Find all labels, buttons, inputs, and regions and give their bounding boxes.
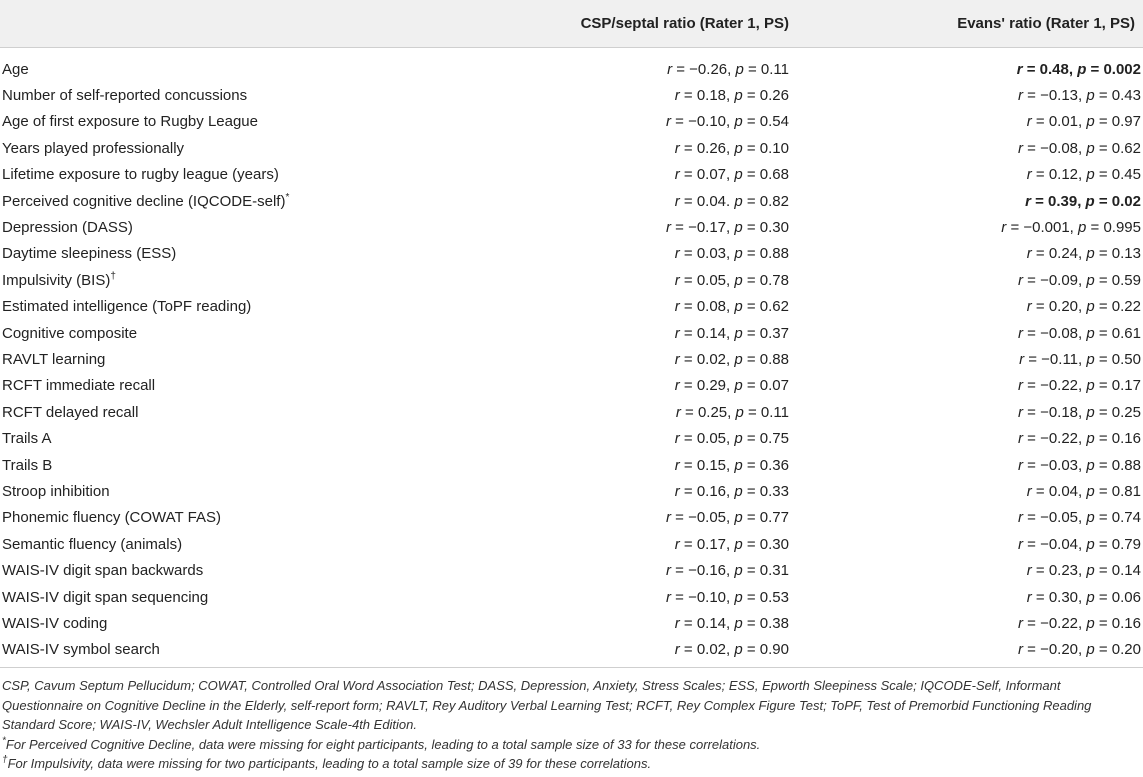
row-label: Depression (DASS) (2, 219, 133, 237)
evans-correlation-cell: r = −0.22, p = 0.16 (1017, 430, 1141, 448)
evans-correlation-cell: r = −0.22, p = 0.16 (1017, 614, 1141, 632)
evans-correlation-cell: r = 0.30, p = 0.06 (1026, 588, 1141, 606)
table-row (0, 188, 1143, 214)
footnote-text: For Perceived Cognitive Decline, data were missing for eight participants, leading to a total sample size of 33 for these correlations. (5, 736, 761, 752)
evans-correlation-cell: r = −0.11, p = 0.50 (1019, 350, 1141, 368)
table-header-row (0, 0, 1143, 47)
evans-correlation-cell: r = −0.22, p = 0.17 (1017, 377, 1141, 395)
csp-correlation-cell: r = −0.10, p = 0.53 (665, 588, 789, 606)
table-row (0, 346, 1143, 372)
csp-correlation-cell: r = 0.14, p = 0.38 (674, 614, 789, 632)
row-label: Impulsivity (BIS)† (2, 270, 116, 289)
table-row (0, 241, 1143, 267)
evans-correlation-cell: r = −0.13, p = 0.43 (1017, 87, 1141, 105)
table-row (0, 637, 1143, 663)
table-row (0, 478, 1143, 504)
csp-correlation-cell: r = −0.26, p = 0.11 (667, 60, 789, 78)
table-row (0, 82, 1143, 108)
csp-correlation-cell: r = 0.16, p = 0.33 (674, 482, 789, 500)
table-row (0, 610, 1143, 636)
row-label: WAIS-IV digit span sequencing (2, 588, 209, 606)
header-rule (0, 47, 1143, 48)
table-row (0, 505, 1143, 531)
table-notes (2, 676, 1137, 774)
evans-correlation-cell: r = 0.48, p = 0.002 (1016, 60, 1141, 78)
row-label: Phonemic fluency (COWAT FAS) (2, 509, 221, 527)
table-row (0, 584, 1143, 610)
row-label: Estimated intelligence (ToPF reading) (2, 298, 252, 316)
csp-correlation-cell: r = −0.16, p = 0.31 (665, 562, 789, 580)
csp-correlation-cell: r = 0.08, p = 0.62 (674, 298, 789, 316)
table-row (0, 399, 1143, 425)
csp-correlation-cell: r = 0.14, p = 0.37 (674, 324, 789, 342)
csp-correlation-cell: r = 0.15, p = 0.36 (674, 456, 789, 474)
evans-correlation-cell: r = 0.24, p = 0.13 (1026, 245, 1141, 263)
row-label: RCFT delayed recall (2, 403, 139, 421)
evans-correlation-cell: r = −0.09, p = 0.59 (1017, 271, 1141, 289)
evans-correlation-cell: r = −0.08, p = 0.62 (1017, 139, 1141, 157)
evans-correlation-cell: r = 0.39, p = 0.02 (1025, 192, 1141, 210)
footnote-mark: † (110, 270, 116, 282)
footnote-text: For Impulsivity, data were missing for two participants, leading to a total sample size of 39 for these correlations. (7, 756, 652, 771)
table-row (0, 557, 1143, 583)
row-label: WAIS-IV digit span backwards (2, 562, 204, 580)
csp-correlation-cell: r = −0.17, p = 0.30 (665, 219, 789, 237)
evans-correlation-cell: r = −0.18, p = 0.25 (1017, 403, 1141, 421)
evans-correlation-cell: r = 0.01, p = 0.97 (1026, 113, 1141, 131)
row-label: Semantic fluency (animals) (2, 535, 183, 553)
table-row (0, 135, 1143, 161)
table-row (0, 373, 1143, 399)
evans-correlation-cell: r = 0.20, p = 0.22 (1026, 298, 1141, 316)
abbreviations-note: CSP, Cavum Septum Pellucidum; COWAT, Controlled Oral Word Association Test; DASS, Depression, Anxiety, Stress Scales; ESS, Epworth Sleepiness Scale; IQCODE-Self, Informant Questionnaire on Cognitive Decline in the Elderly, self-report form; RAVLT, Rey Auditory Verbal Learning Test; RCFT, Rey Complex Figure Test; ToPF, Test of Premorbid Functioning Reading Standard Score; WAIS-IV, Wechsler Adult Intelligence Scale-4th Edition. (2, 678, 1092, 732)
table-row (0, 56, 1143, 82)
footnote-missing-iqcode (2, 735, 1137, 755)
csp-correlation-cell: r = 0.02, p = 0.90 (674, 641, 789, 659)
csp-correlation-cell: r = 0.25, p = 0.11 (675, 403, 789, 421)
table-body (0, 47, 1143, 663)
table-row (0, 214, 1143, 240)
evans-correlation-cell: r = −0.20, p = 0.20 (1017, 641, 1141, 659)
row-label: Cognitive composite (2, 324, 138, 342)
csp-correlation-cell: r = 0.18, p = 0.26 (674, 87, 789, 105)
table-bottom-rule (0, 667, 1143, 668)
csp-correlation-cell: r = 0.17, p = 0.30 (674, 535, 789, 553)
table-row (0, 531, 1143, 557)
table-row (0, 452, 1143, 478)
csp-correlation-cell: r = −0.10, p = 0.54 (665, 113, 789, 131)
row-label: Age (2, 60, 29, 78)
table-row (0, 294, 1143, 320)
evans-correlation-cell: r = 0.23, p = 0.14 (1026, 562, 1141, 580)
row-label: Lifetime exposure to rugby league (years) (2, 166, 279, 184)
row-label: Daytime sleepiness (ESS) (2, 245, 177, 263)
row-label: Age of first exposure to Rugby League (2, 113, 258, 131)
evans-correlation-cell: r = −0.001, p = 0.995 (1001, 219, 1141, 237)
csp-correlation-cell: r = 0.05, p = 0.75 (674, 430, 789, 448)
csp-correlation-cell: r = 0.04. p = 0.82 (674, 192, 789, 210)
row-label: Trails B (2, 456, 53, 474)
footnote-mark: * (2, 735, 6, 747)
csp-correlation-cell: r = 0.02, p = 0.88 (674, 350, 789, 368)
csp-correlation-cell: r = 0.07, p = 0.68 (674, 166, 789, 184)
row-label: WAIS-IV symbol search (2, 641, 160, 659)
row-label: Perceived cognitive decline (IQCODE-self)* (2, 191, 290, 210)
evans-correlation-cell: r = 0.04, p = 0.81 (1026, 482, 1141, 500)
evans-correlation-cell: r = −0.03, p = 0.88 (1017, 456, 1141, 474)
row-label: WAIS-IV coding (2, 614, 108, 632)
footnote-mark: * (285, 191, 290, 203)
row-label: Trails A (2, 430, 52, 448)
evans-correlation-cell: r = −0.05, p = 0.74 (1017, 509, 1141, 527)
table-row (0, 425, 1143, 451)
evans-correlation-cell: r = −0.04, p = 0.79 (1017, 535, 1141, 553)
row-label: RCFT immediate recall (2, 377, 156, 395)
table-row (0, 320, 1143, 346)
evans-correlation-cell: r = 0.12, p = 0.45 (1026, 166, 1141, 184)
row-label: Number of self-reported concussions (2, 87, 248, 105)
table-row (0, 267, 1143, 293)
csp-correlation-cell: r = 0.29, p = 0.07 (674, 377, 789, 395)
csp-correlation-cell: r = 0.05, p = 0.78 (674, 271, 789, 289)
evans-correlation-cell: r = −0.08, p = 0.61 (1017, 324, 1141, 342)
table-row (0, 109, 1143, 135)
row-label: RAVLT learning (2, 350, 106, 368)
csp-correlation-cell: r = 0.26, p = 0.10 (674, 139, 789, 157)
row-label: Years played professionally (2, 139, 185, 157)
csp-correlation-cell: r = −0.05, p = 0.77 (665, 509, 789, 527)
row-label: Stroop inhibition (2, 482, 110, 500)
footnote-mark: † (2, 754, 8, 766)
footnote-missing-impulsivity (2, 754, 1137, 774)
table-row (0, 162, 1143, 188)
column-header-evans-ratio: Evans' ratio (Rater 1, PS) (957, 15, 1135, 32)
csp-correlation-cell: r = 0.03, p = 0.88 (674, 245, 789, 263)
column-header-measure (0, 0, 445, 47)
column-header-csp-septal-ratio: CSP/septal ratio (Rater 1, PS) (580, 15, 789, 32)
